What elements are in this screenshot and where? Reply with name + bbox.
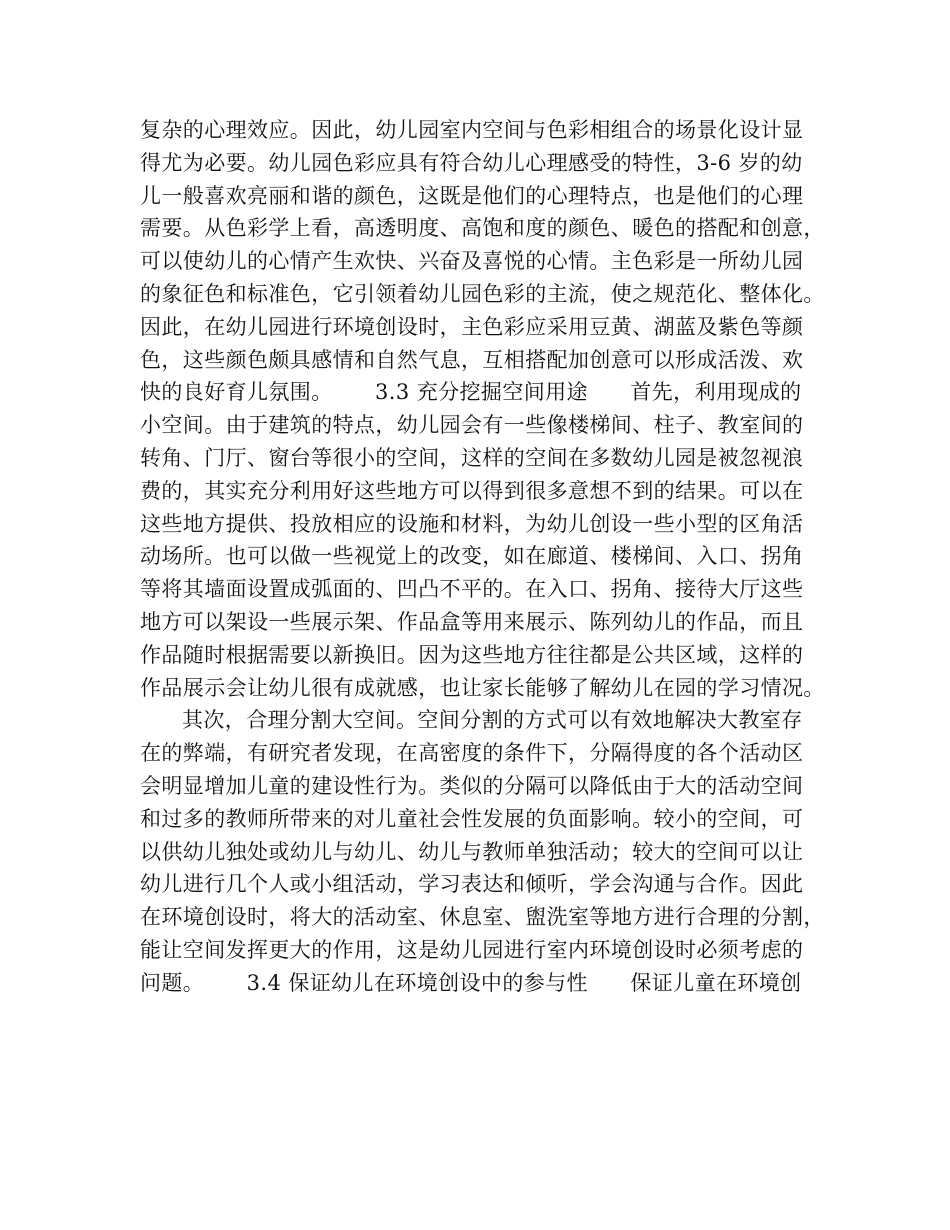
text-line: 作品展示会让幼儿很有成就感，也让家长能够了解幼儿在园的学习情况。 — [140, 675, 825, 700]
text-line: 小空间。由于建筑的特点，幼儿园会有一些像楼梯间、柱子、教室间的 — [140, 413, 804, 438]
text-line: 儿一般喜欢亮丽和谐的颜色，这既是他们的心理特点，也是他们的心理 — [140, 183, 804, 208]
text-line: 动场所。也可以做一些视觉上的改变，如在廊道、楼梯间、入口、拐角 — [140, 544, 804, 569]
text-line: 的象征色和标准色，它引领着幼儿园色彩的主流，使之规范化、整体化。 — [140, 281, 825, 306]
text-line: 色，这些颜色颇具感情和自然气息，互相搭配加创意可以形成活泼、欢 — [140, 347, 804, 372]
text-line: 幼儿进行几个人或小组活动，学习表达和倾听，学会沟通与合作。因此 — [140, 872, 804, 897]
text-line: 在的弊端，有研究者发现，在高密度的条件下，分隔得度的各个活动区 — [140, 741, 804, 766]
paragraph-first-line: 其次，合理分割大空间。空间分割的方式可以有效地解决大教室存 — [182, 708, 803, 733]
text-line: 以供幼儿独处或幼儿与幼儿、幼儿与教师单独活动；较大的空间可以让 — [140, 839, 804, 864]
text-line: 和过多的教师所带来的对儿童社会性发展的负面影响。较小的空间，可 — [140, 806, 804, 831]
text-line: 需要。从色彩学上看，高透明度、高饱和度的颜色、暖色的搭配和创意， — [140, 216, 825, 241]
text-line: 复杂的心理效应。因此，幼儿园室内空间与色彩相组合的场景化设计显 — [140, 118, 804, 142]
text-line: 会明显增加儿童的建设性行为。类似的分隔可以降低由于大的活动空间 — [140, 773, 804, 798]
text-line: 能让空间发挥更大的作用，这是幼儿园进行室内环境创设时必须考虑的 — [140, 937, 804, 962]
text-line: 地方可以架设一些展示架、作品盒等用来展示、陈列幼儿的作品，而且 — [140, 609, 804, 634]
text-line: 可以使幼儿的心情产生欢快、兴奋及喜悦的心情。主色彩是一所幼儿园 — [140, 249, 804, 274]
text-line: 等将其墙面设置成弧面的、凹凸不平的。在入口、拐角、接待大厅这些 — [140, 577, 804, 602]
text-line: 快的良好育儿氛围。 3.3 充分挖掘空间用途 首先，利用现成的 — [140, 380, 802, 405]
body-text — [140, 114, 825, 1000]
text-line: 得尤为必要。幼儿园色彩应具有符合幼儿心理感受的特性，3-6 岁的幼 — [140, 150, 803, 175]
text-line: 作品随时根据需要以新换旧。因为这些地方往往都是公共区域，这样的 — [140, 642, 804, 667]
text-line: 在环境创设时，将大的活动室、休息室、盥洗室等地方进行合理的分割， — [140, 905, 825, 930]
text-line: 因此，在幼儿园进行环境创设时，主色彩应采用豆黄、湖蓝及紫色等颜 — [140, 314, 804, 339]
text-line: 这些地方提供、投放相应的设施和材料，为幼儿创设一些小型的区角活 — [140, 511, 804, 536]
text-line: 问题。 3.4 保证幼儿在环境创设中的参与性 保证儿童在环境创 — [140, 970, 802, 995]
text-line: 转角、门厅、窗台等很小的空间，这样的空间在多数幼儿园是被忽视浪 — [140, 445, 804, 470]
text-line: 费的，其实充分利用好这些地方可以得到很多意想不到的结果。可以在 — [140, 478, 804, 503]
